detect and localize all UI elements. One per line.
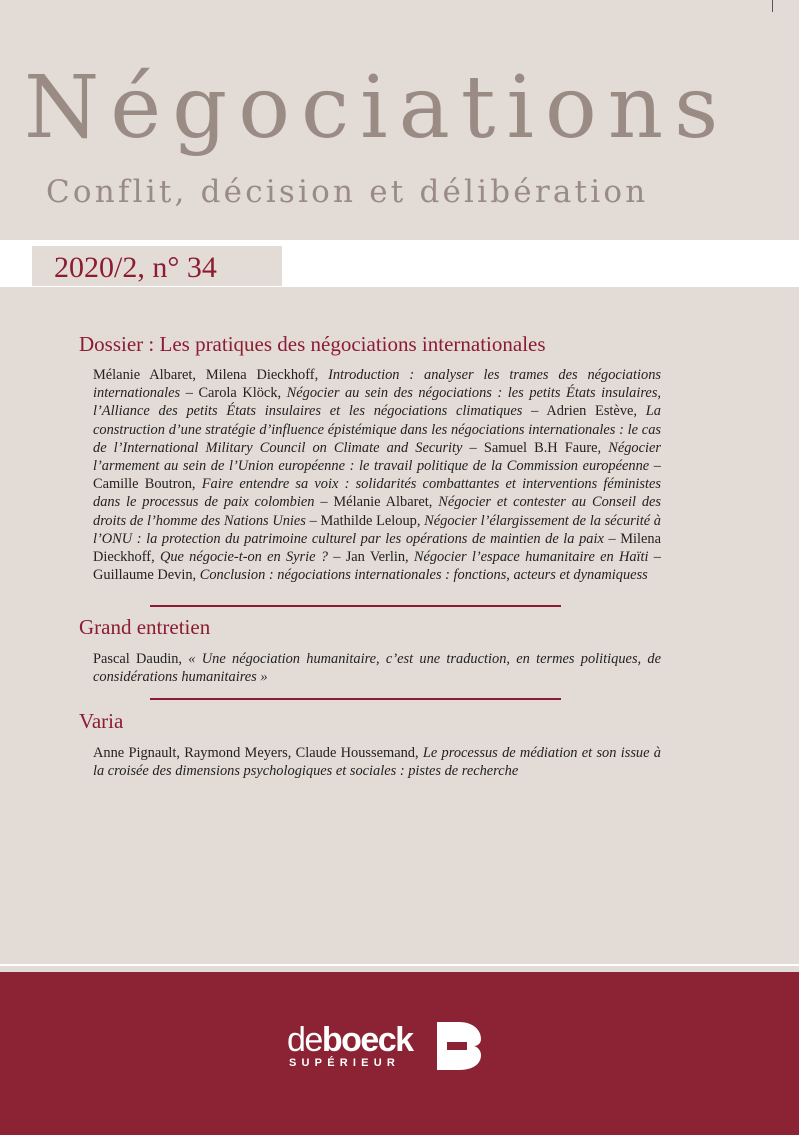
entry-authors: Guillaume Devin, [93,567,200,584]
entry-authors: Pascal Daudin, [93,651,189,667]
entry-separator: – [649,458,661,475]
entry-authors: Anne Pignault, Raymond Meyers, Claude Houssemand, [93,745,423,761]
entry-title: Faire entendre sa voix : solidarités combattantes et interventions féministes dans le processus de paix colombien [93,476,661,511]
entry-authors: Mélanie Albaret, [333,494,439,511]
entry-authors: Mathilde Leloup, [320,512,425,529]
entry-title: Négocier au sein des négociations : les petits États insulaires, l’Alliance des petits États insulaires et les négociations climatiques [93,385,662,420]
deboeck-b-icon [437,1022,481,1070]
section-divider [150,698,561,700]
journal-subtitle: Conflit, décision et délibération [46,174,649,210]
entry-title: Introduction : analyser les trames des négociations internationales [93,367,661,402]
deboeck-logo [287,1022,487,1076]
varia-heading: Varia [79,709,124,733]
grand-entretien-heading: Grand entretien [79,615,211,639]
journal-title: Négociations [24,58,730,158]
grand-entretien-contents [93,650,661,686]
entry-separator: – [314,494,334,511]
dossier-heading: Dossier : Les pratiques des négociations internationales [79,332,546,356]
footer-rule [0,964,799,966]
entry-title: Conclusion : négociations internationales : fonctions, acteurs et dynamiquess [199,567,648,584]
varia-contents [93,744,661,780]
entry-title: Négocier l’espace humanitaire en Haïti [413,549,649,566]
entry-separator: – [305,512,321,529]
entry-authors: Samuel B.H Faure, [483,439,609,456]
logo-tagline: SUPÉRIEUR [289,1057,400,1069]
entry-title: La construction d’une stratégie d’influence épistémique dans les négociations internationales : le cas de l’International Military Council on Climate and Security [93,403,661,456]
entry-separator: – [462,439,484,456]
logo-name: boeck [321,1021,413,1059]
issue-number: 2020/2, n° 34 [32,246,282,286]
entry-title: Négocier et contester au Conseil des droits de l’homme des Nations Unies [93,494,662,529]
entry-authors: Adrien Estève, [546,403,646,420]
entry-title: Négocier l’élargissement de la sécurité à l’ONU : la protection du patrimoine culturel par les opérations de maintien de la paix [93,512,662,547]
entry-authors: Milena Dieckhoff, [93,530,662,566]
section-divider [150,605,561,607]
logo-prefix: de [287,1021,322,1059]
entry-authors: Carola Klöck, [198,385,287,402]
entry-title: Le processus de médiation et son issue à la croisée des dimensions psychologiques et sociales : pistes de recherche [93,745,661,780]
entry-separator: – [603,530,621,547]
entry-separator: – [327,549,346,566]
entry-authors: Camille Boutron, [93,476,202,493]
logo-wordmark [287,1022,413,1058]
entry-title: Négocier l’armement au sein de l’Union européenne : le travail politique de la Commission européenne [93,439,661,475]
entry-separator: – [522,403,547,420]
entry-authors: Jan Verlin, [345,549,414,566]
entry-separator: – [648,549,661,566]
crop-mark [772,0,773,12]
entry-title: Que négocie-t-on en Syrie ? [159,549,328,566]
dossier-contents [93,366,661,584]
entry-title: « Une négociation humanitaire, c’est une traduction, en termes politiques, de considérations humanitaires » [93,651,661,686]
entry-separator: – [180,385,199,402]
entry-authors: Mélanie Albaret, Milena Dieckhoff, [93,367,329,383]
